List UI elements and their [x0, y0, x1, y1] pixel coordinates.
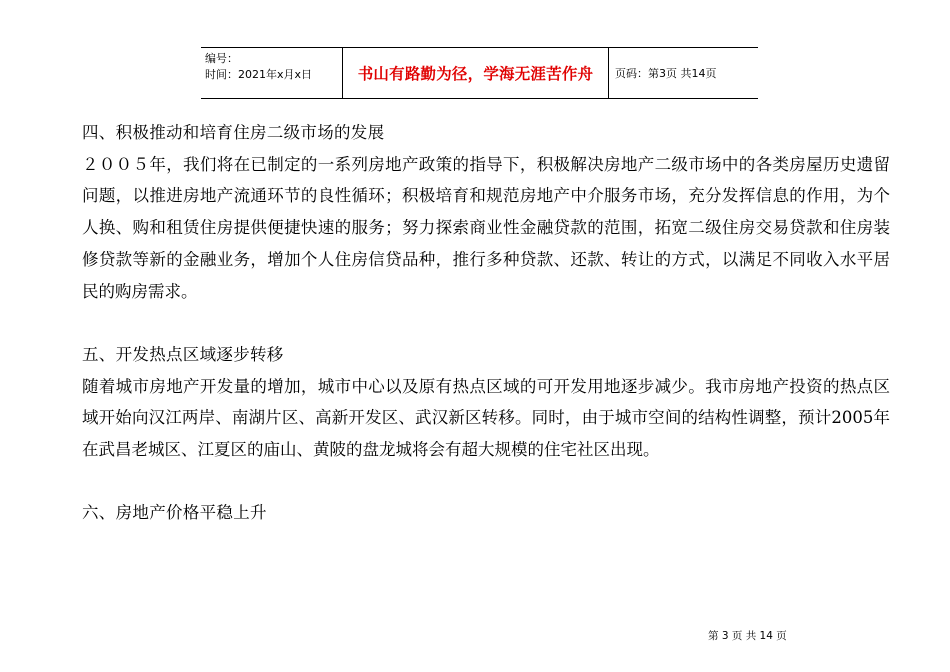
document-body [82, 117, 890, 529]
header-motto: 书山有路勤为径，学海无涯苦作舟 [343, 48, 609, 98]
document-date-label: 时间：2021年x月x日 [205, 68, 313, 81]
section-paragraph-5: 随着城市房地产开发量的增加，城市中心以及原有热点区域的可开发用地逐步减少。我市房地产投资的热点区域开始向汉江两岸、南湖片区、高新开发区、武汉新区转移。同时，由于城市空间的结构性调整，预计2005年在武昌老城区、江夏区的庙山、黄陂的盘龙城将会有超大规模的住宅社区出现。 [82, 376, 890, 460]
section-heading-6: 六、房地产价格平稳上升 [82, 503, 267, 523]
page-footer: 第 3 页 共 14 页 [708, 630, 787, 642]
section-paragraph-4: ２００５年，我们将在已制定的一系列房地产政策的指导下，积极解决房地产二级市场中的各类房屋历史遗留问题，以推进房地产流通环节的良性循环；积极培育和规范房地产中介服务市场，充分发挥信息的作用，为个人换、购和租赁住房提供便捷快速的服务；努力探索商业性金融贷款的范围，拓宽二级住房交易贷款和住房装修贷款等新的金融业务，增加个人住房信贷品种，推行多种贷款、还款、转让的方式，以满足不同收入水平居民的购房需求。 [82, 154, 890, 301]
section-heading-4: 四、积极推动和培育住房二级市场的发展 [82, 123, 385, 142]
header-meta-cell [201, 48, 343, 98]
page-header [201, 47, 758, 99]
header-page-info: 页码：第3页 共14页 [615, 67, 717, 80]
section-heading-5: 五、开发热点区域逐步转移 [82, 344, 284, 364]
document-number-label: 编号： [205, 52, 238, 65]
